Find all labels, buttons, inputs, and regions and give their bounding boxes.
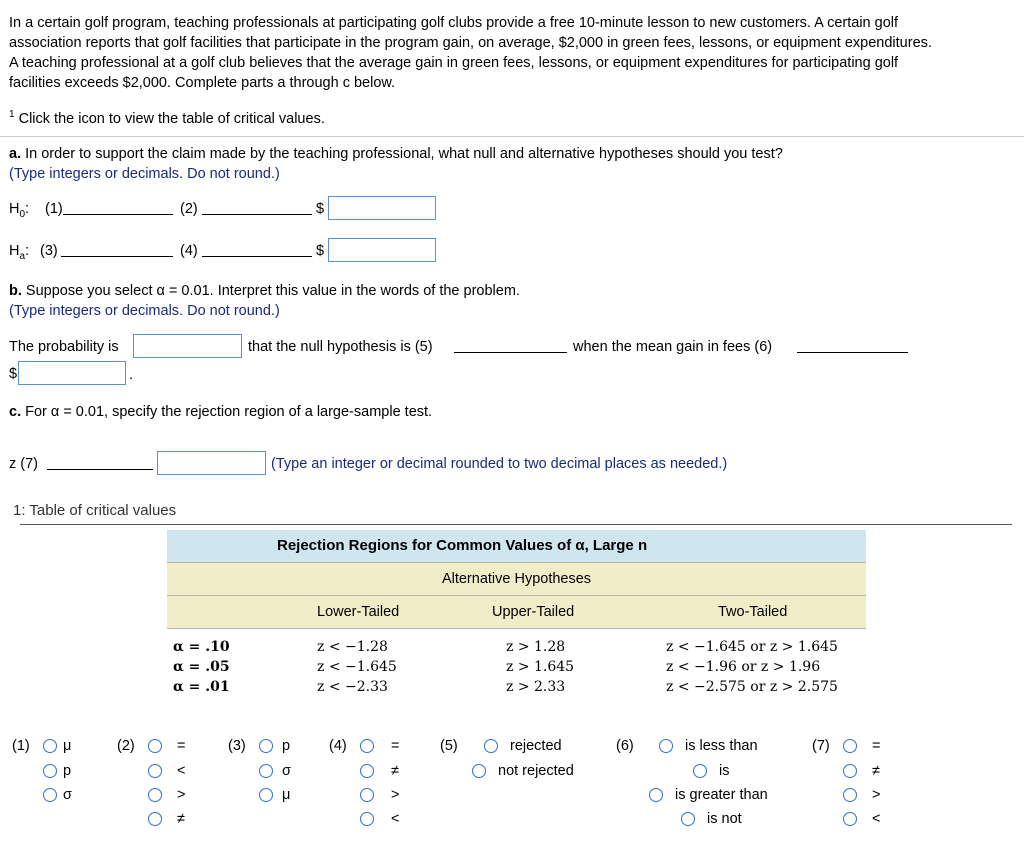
slot-6-blank[interactable]: [797, 352, 908, 353]
option-label: is greater than: [675, 787, 768, 803]
footnote-link[interactable]: [9, 109, 325, 127]
period: .: [129, 367, 134, 383]
part-a-hint: (Type integers or decimals. Do not round.): [9, 166, 280, 182]
part-b-question: [9, 283, 520, 299]
part-c-question: [9, 404, 432, 420]
part-a-text: In order to support the claim made by the teaching professional, what null and alternative hypotheses should you test?: [25, 146, 783, 162]
part-a-question: [9, 146, 783, 162]
option-label: σ: [282, 763, 291, 779]
group-6-label: (6): [616, 738, 634, 754]
alpha-cell: α = .05: [173, 659, 230, 675]
part-c-hint: (Type an integer or decimal rounded to two decimal places as needed.): [271, 456, 728, 472]
option-label: is less than: [685, 738, 758, 754]
option-6-is-not-radio[interactable]: [681, 812, 695, 826]
option-4-eq-radio[interactable]: [360, 739, 374, 753]
null-hypothesis-text: that the null hypothesis is (5): [248, 339, 433, 355]
option-2-eq-radio[interactable]: [148, 739, 162, 753]
option-4-ne-radio[interactable]: [360, 764, 374, 778]
option-label: rejected: [510, 738, 562, 754]
critical-values-table: [167, 530, 866, 699]
part-a-label: a.: [9, 146, 22, 162]
option-6-greater-radio[interactable]: [649, 788, 663, 802]
col-upper: Upper-Tailed: [492, 604, 575, 620]
option-1-sigma-radio[interactable]: [43, 788, 57, 802]
upper-cell: z > 1.645: [506, 659, 575, 675]
option-label: σ: [63, 787, 72, 803]
table-heading: 1: Table of critical values: [13, 502, 177, 519]
statement-line: A teaching professional at a golf club believes that the average gain in green fees, lessons, or equipment expenditures for participating golf: [9, 55, 899, 71]
option-6-less-radio[interactable]: [659, 739, 673, 753]
option-4-lt-radio[interactable]: [360, 812, 374, 826]
option-label: ≠: [391, 763, 399, 779]
slot-2-label: (2): [180, 201, 198, 217]
lower-cell: z < −1.28: [317, 639, 388, 655]
option-1-p-radio[interactable]: [43, 764, 57, 778]
option-7-gt-radio[interactable]: [843, 788, 857, 802]
option-3-sigma-radio[interactable]: [259, 764, 273, 778]
column-headers: [167, 595, 866, 629]
table-title: Rejection Regions for Common Values of α, Large n: [167, 530, 866, 562]
slot-4-label: (4): [180, 243, 198, 259]
group-7-label: (7): [812, 738, 830, 754]
option-7-lt-radio[interactable]: [843, 812, 857, 826]
part-c-text: For α = 0.01, specify the rejection region of a large-sample test.: [25, 404, 433, 420]
slot-3-blank[interactable]: [61, 256, 173, 257]
divider: [20, 524, 1012, 525]
lower-cell: z < −1.645: [317, 659, 397, 675]
probability-text: The probability is: [9, 339, 119, 355]
lower-cell: z < −2.33: [317, 679, 388, 695]
slot-4-blank[interactable]: [202, 256, 312, 257]
group-1-label: (1): [12, 738, 30, 754]
statement-line: facilities exceeds $2,000. Complete parts a through c below.: [9, 75, 396, 91]
group-3-label: (3): [228, 738, 246, 754]
option-2-lt-radio[interactable]: [148, 764, 162, 778]
option-4-gt-radio[interactable]: [360, 788, 374, 802]
option-label: is: [719, 763, 730, 779]
statement-line: In a certain golf program, teaching professionals at participating golf clubs provide a free 10-minute lesson to new customers. A certain golf: [9, 15, 899, 31]
footnote-mark: 1: [9, 109, 15, 120]
option-label: p: [282, 738, 291, 754]
option-label: <: [872, 811, 881, 827]
option-label: ≠: [872, 763, 880, 779]
slot-3-label: (3): [40, 243, 58, 259]
h0-value-input[interactable]: [328, 196, 436, 220]
dollar-sign: $: [9, 366, 18, 382]
alpha-cell: α = .10: [173, 639, 230, 655]
probability-input[interactable]: [133, 334, 242, 358]
z-label: z (7): [9, 456, 38, 472]
option-label: μ: [282, 787, 291, 803]
slot-2-blank[interactable]: [202, 214, 312, 215]
col-lower: Lower-Tailed: [317, 604, 400, 620]
statement-line: association reports that golf facilities that participate in the program gain, on average, $2,000 in green fees, lessons, or equipment expenditures.: [9, 35, 932, 51]
option-6-is-radio[interactable]: [693, 764, 707, 778]
two-cell: z < −1.645 or z > 1.645: [666, 639, 838, 655]
fee-value-input[interactable]: [18, 361, 126, 385]
option-3-mu-radio[interactable]: [259, 788, 273, 802]
group-2-label: (2): [117, 738, 135, 754]
ha-value-input[interactable]: [328, 238, 436, 262]
option-7-ne-radio[interactable]: [843, 764, 857, 778]
group-4-label: (4): [329, 738, 347, 754]
option-2-ne-radio[interactable]: [148, 812, 162, 826]
option-label: is not: [707, 811, 742, 827]
two-cell: z < −1.96 or z > 1.96: [666, 659, 821, 675]
option-7-eq-radio[interactable]: [843, 739, 857, 753]
option-label: not rejected: [498, 763, 574, 779]
when-text: when the mean gain in fees (6): [573, 339, 773, 355]
option-label: >: [391, 787, 400, 803]
part-b-hint: (Type integers or decimals. Do not round.): [9, 303, 280, 319]
slot-1-blank[interactable]: [63, 214, 173, 215]
option-5-rejected-radio[interactable]: [484, 739, 498, 753]
h0-label: $H_0$:: [9, 201, 30, 220]
dollar-sign: $: [316, 201, 325, 217]
option-label: >: [177, 787, 186, 803]
option-1-mu-radio[interactable]: [43, 739, 57, 753]
alpha-cell: α = .01: [173, 679, 230, 695]
option-label: p: [63, 763, 72, 779]
option-label: =: [872, 738, 881, 754]
option-label: μ: [63, 738, 72, 754]
option-label: ≠: [177, 811, 185, 827]
z-value-input[interactable]: [157, 451, 266, 475]
part-b-text: Suppose you select α = 0.01. Interpret this value in the words of the problem.: [25, 283, 520, 299]
slot-7-blank[interactable]: [47, 469, 153, 470]
slot-1-label: (1): [45, 201, 63, 217]
col-two: Two-Tailed: [718, 604, 788, 620]
option-3-p-radio[interactable]: [259, 739, 273, 753]
option-label: =: [177, 738, 186, 754]
option-label: <: [177, 763, 186, 779]
slot-5-blank[interactable]: [454, 352, 567, 353]
upper-cell: z > 1.28: [506, 639, 566, 655]
ha-label: $H_a$:: [9, 243, 30, 262]
dollar-sign: $: [316, 243, 325, 259]
option-label: <: [391, 811, 400, 827]
divider: [0, 136, 1024, 137]
part-c-label: c.: [9, 404, 22, 420]
option-label: =: [391, 738, 400, 754]
option-5-not-rejected-radio[interactable]: [472, 764, 486, 778]
group-5-label: (5): [440, 738, 458, 754]
option-2-gt-radio[interactable]: [148, 788, 162, 802]
part-b-label: b.: [9, 283, 22, 299]
alt-hypotheses-header: Alternative Hypotheses: [167, 562, 866, 595]
upper-cell: z > 2.33: [506, 679, 566, 695]
table-body: [167, 629, 866, 699]
two-cell: z < −2.575 or z > 2.575: [666, 679, 838, 695]
footnote-text: Click the icon to view the table of critical values.: [18, 110, 325, 127]
option-label: >: [872, 787, 881, 803]
